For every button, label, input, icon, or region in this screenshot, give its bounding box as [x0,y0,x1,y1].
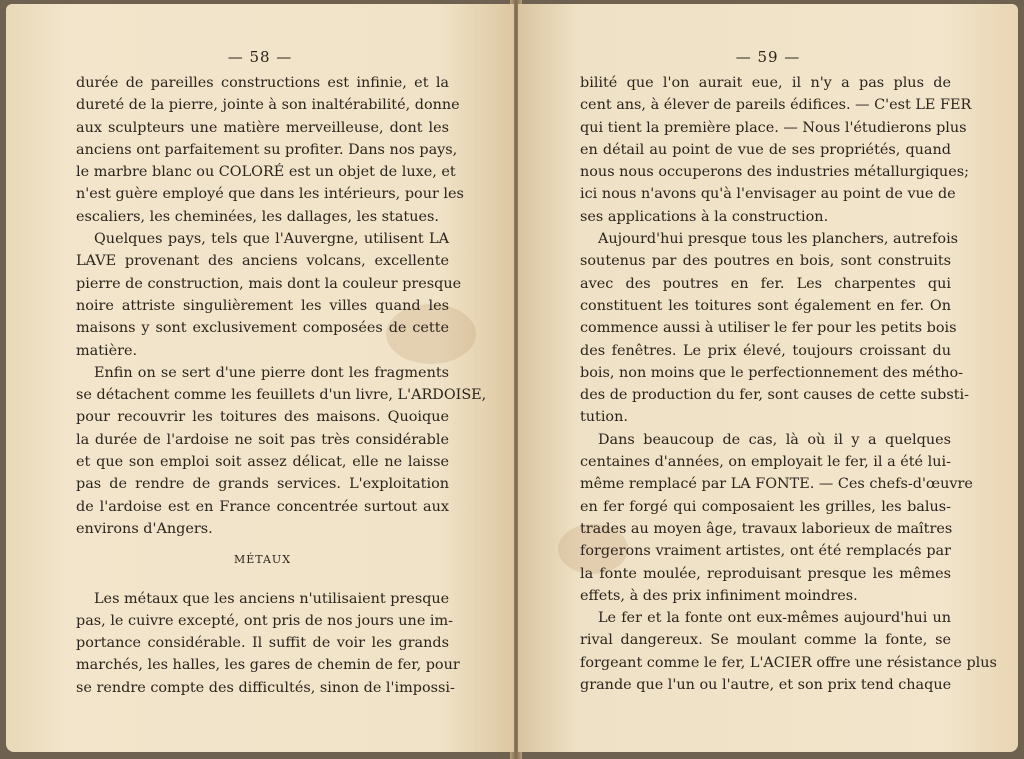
text-line: bois, non moins que le perfectionnement des métho- [580,364,964,381]
text-line: environs d'Angers. [76,520,213,537]
left-page-text [76,72,487,699]
text-line: des fenêtres. Le prix élevé, toujours croissant du [580,342,951,359]
text-line: maisons y sont exclusivement composées de cette [76,320,449,337]
text-line: bilité que l'on aurait eue, il n'y a pas plus de [580,75,951,91]
text-line: Les métaux que les anciens n'utilisaient presque [94,590,450,607]
text-line: n'est guère employé que dans les intérieurs, pour les [76,186,464,203]
text-line: matière. [76,342,138,359]
text-line: forgerons vraiment artistes, ont été remplacés par [580,543,951,560]
text-line: et que son emploi soit assez délicat, elle ne laisse [76,454,449,471]
text-line: ici nous n'avons qu'à l'envisager au point de vue de [580,186,956,203]
right-page-text [580,72,997,696]
text-line: Le fer et la fonte ont eux-mêmes aujourd'hui un [598,610,951,627]
text-line: en fer forgé qui composaient les grilles, les balus- [580,498,951,515]
text-line: la durée de l'ardoise ne soit pas très considérable [76,431,449,448]
text-line: ses applications à la construction. [580,208,829,225]
text-line: pour recouvrir les toitures des maisons. Quoique [76,409,449,426]
text-line: marchés, les halles, les gares de chemin de fer, pour [76,657,460,674]
text-line: la fonte moulée, reproduisant presque les mêmes [580,565,951,582]
text-line: qui tient la première place. — Nous l'étudierons plus [580,119,967,136]
section-heading: MÉTAUX [233,553,292,567]
text-line: tution. [580,409,628,426]
text-line: rival dangereux. Se moulant comme la fonte, se [580,632,951,649]
text-line: Quelques pays, tels que l'Auvergne, utilisent LA [94,231,449,248]
text-line: constituent les toitures sont également en fer. On [580,297,951,314]
text-line: soutenus par des poutres en bois, sont construits [580,253,951,270]
text-line: se rendre compte des difficultés, sinon de l'impossi- [76,679,455,696]
text-line: durée de pareilles constructions est infinie, et la [76,75,449,91]
text-line: centaines d'années, on employait le fer, il a été lui- [580,454,951,471]
text-line: LAVE provenant des anciens volcans, excellente [76,253,449,270]
text-line: commence aussi à utiliser le fer pour les petits bois [580,320,957,337]
right-page [518,4,1018,752]
text-line: Aujourd'hui presque tous les planchers, autrefois [598,231,959,248]
text-line: Enfin on se sert d'une pierre dont les fragments [94,364,449,381]
text-line: effets, à des prix infiniment moindres. [580,587,858,604]
text-line: escaliers, les cheminées, les dallages, les statues. [76,208,439,225]
page-number-left: — 58 — [227,48,293,66]
text-line: grande que l'un ou l'autre, et son prix tend chaque [580,677,952,694]
text-line: pierre de construction, mais dont la couleur presque [76,275,462,292]
text-line: pas de rendre de grands services. L'exploitation [76,476,449,493]
text-line: portance considérable. Il suffit de voir les grands [76,635,449,652]
text-line: le marbre blanc ou COLORÉ est un objet de luxe, et [76,164,456,181]
text-line: des de production du fer, sont causes de cette substi- [580,387,969,404]
text-line: dureté de la pierre, jointe à son inaltérabilité, donne [76,97,460,114]
text-line: se détachent comme les feuillets d'un livre, L'ARDOISE, [76,387,487,404]
text-line: Dans beaucoup de cas, là où il y a quelques [598,431,951,448]
text-line: forgeant comme le fer, L'ACIER offre une résistance plus [580,654,997,671]
text-line: pas, le cuivre excepté, ont pris de nos jours une im- [76,612,454,629]
text-line: avec des poutres en fer. Les charpentes qui [580,275,951,292]
text-line: en détail au point de vue de ses propriétés, quand [580,141,951,158]
text-line: même remplacé par LA FONTE. — Ces chefs-d'œuvre [580,476,973,493]
page-number-right: — 59 — [735,48,801,66]
text-line: trades au moyen âge, travaux laborieux de maîtres [580,520,953,537]
left-page [6,4,514,752]
text-line: nous nous occuperons des industries métallurgiques; [580,164,969,181]
text-line: de l'ardoise est en France concentrée surtout aux [76,498,449,515]
text-line: anciens ont parfaitement su profiter. Dans nos pays, [76,141,458,158]
text-line: cent ans, à élever de pareils édifices. — C'est LE FER [580,97,972,114]
text-line: noire attriste singulièrement les villes quand les [76,297,449,314]
text-line: aux sculpteurs une matière merveilleuse, dont les [76,119,449,136]
